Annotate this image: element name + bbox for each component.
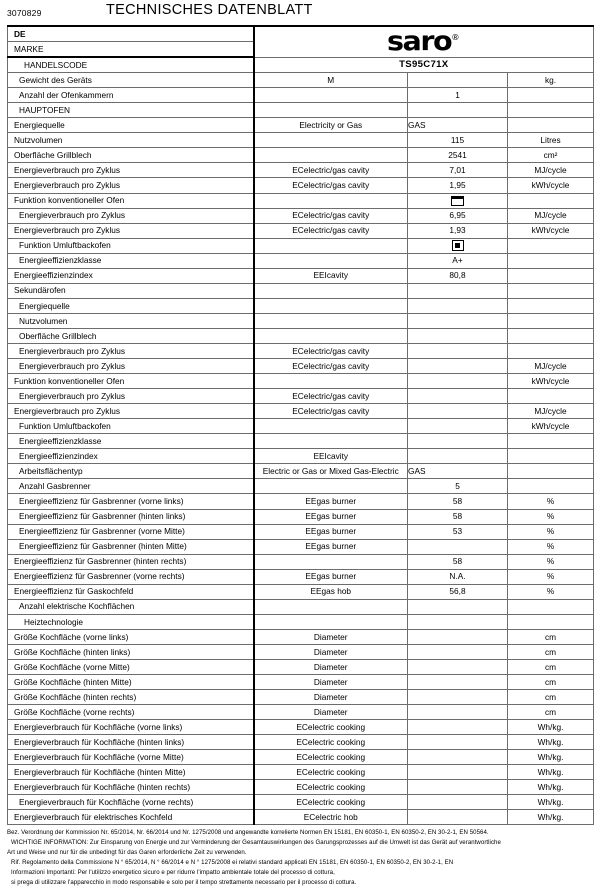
table-row (8, 359, 594, 374)
row-parameter: Electricity or Gas (299, 119, 363, 130)
row-parameter: ECelectric hob (303, 812, 358, 823)
document-header (0, 0, 600, 25)
table-row (8, 569, 594, 584)
table-row (8, 690, 594, 705)
row-unit: % (546, 526, 555, 537)
row-unit: Wh/kg. (537, 766, 564, 777)
row-unit: cm² (543, 150, 558, 161)
footer-line: si prega di utilizzare l'apparecchio in modo responsabile e solo per il tempo strettamente necessario per il processo di cottura. (11, 878, 357, 886)
table-row (8, 343, 594, 358)
table-row (8, 644, 594, 659)
row-unit: % (546, 511, 555, 522)
row-parameter: ECelectric cooking (296, 797, 366, 808)
table-row-model (8, 57, 594, 73)
table-row (8, 524, 594, 539)
row-value: 1 (455, 89, 460, 100)
table-row (8, 705, 594, 720)
table-row (8, 554, 594, 569)
row-unit: % (546, 556, 555, 567)
registered-mark-icon: ® (451, 33, 461, 43)
table-row (8, 223, 594, 238)
row-label: Energieverbrauch pro Zyklus (14, 405, 121, 416)
row-label: Größe Kochfläche (hinten links) (14, 646, 131, 657)
row-unit: Litres (540, 135, 561, 145)
table-row (8, 629, 594, 644)
row-label: Heiztechnologie (24, 616, 84, 627)
table-row (8, 118, 594, 133)
row-label: Energieeffizienz für Gasbrenner (vorne links) (19, 496, 184, 507)
row-label: Nutzvolumen (14, 135, 63, 145)
row-unit: cm (544, 646, 557, 657)
row-label: Energieeffizienzindex (19, 450, 98, 461)
table-row (8, 765, 594, 780)
row-unit: Wh/kg. (537, 721, 564, 732)
row-label: Energieverbrauch für Kochfläche (hinten links) (14, 736, 185, 747)
row-label: Funktion Umluftbackofen (19, 240, 111, 251)
row-label: Gewicht des Geräts (19, 74, 92, 85)
table-row (8, 178, 594, 193)
row-parameter: ECelectric/gas cavity (292, 405, 370, 416)
brand-name: saro (387, 26, 452, 58)
table-row (8, 614, 594, 629)
row-parameter: ECelectric cooking (296, 766, 366, 777)
footer-line: Art und Weise und nur für die unbedingt für das Garen erforderliche Zeit zu verwenden. (7, 849, 247, 857)
table-row (8, 328, 594, 343)
row-label: Energieverbrauch pro Zyklus (19, 360, 126, 371)
fan-oven-icon (452, 240, 464, 251)
row-unit: kWh/cycle (531, 420, 570, 431)
row-value: 58 (452, 556, 463, 567)
footer-line: Bez. Verordnung der Kommission Nr. 65/2014, Nr. 66/2014 und Nr. 1275/2008 und angewandte korrelierte Normen EN 15181, EN 60350-1, EN 60350-2, EN 30-2-1, EN 50564. (7, 829, 489, 837)
row-label: Anzahl elektrische Kochflächen (19, 601, 135, 612)
row-parameter: ECelectric/gas cavity (292, 165, 370, 176)
table-row (8, 73, 594, 88)
row-label: Energieverbrauch für Kochfläche (hinten Mitte) (14, 766, 186, 777)
row-parameter: Diameter (313, 661, 348, 672)
table-row (8, 419, 594, 434)
row-value: 7,01 (449, 165, 466, 176)
row-unit: % (546, 541, 555, 552)
row-parameter: ECelectric/gas cavity (292, 345, 370, 356)
language-code: DE (14, 28, 26, 39)
row-unit: % (546, 586, 555, 597)
row-unit: cm (544, 706, 557, 717)
row-label: Energieeffizienz für Gasbrenner (vorne rechts) (14, 571, 185, 582)
table-row (8, 268, 594, 283)
table-row (8, 88, 594, 103)
row-parameter: ECelectric/gas cavity (292, 390, 370, 401)
table-row (8, 283, 594, 298)
handelscode-label: HANDELSCODE (24, 59, 88, 70)
table-row (8, 253, 594, 268)
document-number: 3070829 (7, 8, 42, 18)
row-label: Größe Kochfläche (hinten Mitte) (14, 676, 132, 687)
row-label: Energieverbrauch pro Zyklus (19, 390, 126, 401)
row-parameter: ECelectric/gas cavity (292, 180, 370, 191)
table-row (8, 494, 594, 509)
row-label: Energieeffizienz für Gasbrenner (vorne Mitte) (19, 526, 185, 537)
row-parameter: EEgas hob (310, 586, 352, 597)
row-parameter: ECelectric cooking (296, 721, 366, 732)
table-body (8, 26, 594, 825)
row-parameter: EEIcavity (313, 450, 349, 461)
row-label: Energieeffizienzindex (14, 270, 93, 281)
row-label: Energieverbrauch pro Zyklus (19, 210, 126, 221)
row-label: Energieeffizienzklasse (19, 435, 102, 446)
row-value: 80,8 (449, 270, 466, 281)
row-unit: Wh/kg. (537, 736, 564, 747)
row-label: Sekundärofen (14, 285, 66, 296)
row-label: Energieverbrauch pro Zyklus (14, 180, 121, 191)
row-unit: cm (544, 661, 557, 672)
row-parameter: EEgas burner (305, 571, 357, 582)
row-unit: % (546, 496, 555, 507)
row-unit: kWh/cycle (531, 375, 570, 386)
table-row (8, 675, 594, 690)
row-label: Energieeffizienz für Gasbrenner (hinten rechts) (14, 556, 187, 567)
row-parameter: Diameter (313, 691, 348, 702)
table-row-language (8, 26, 594, 42)
table-row (8, 404, 594, 419)
table-row (8, 193, 594, 208)
table-row (8, 298, 594, 313)
row-label: Energieverbrauch für Kochfläche (vorne links) (14, 721, 183, 732)
table-row (8, 479, 594, 494)
table-row (8, 208, 594, 223)
row-label: Energieverbrauch für Kochfläche (vorne Mitte) (14, 751, 184, 762)
specification-table (7, 25, 594, 825)
table-row (8, 103, 594, 118)
footer-line: Rif. Regolamento della Commissione N ° 65/2014, N ° 66/2014 e N ° 1275/2008 ei relativi standard applicati EN 15181, EN 60350-1, EN 60350-2, EN 30-2-1, EN (11, 859, 454, 867)
row-parameter: ECelectric/gas cavity (292, 210, 370, 221)
row-unit: % (546, 571, 555, 582)
row-label: Energieverbrauch pro Zyklus (14, 225, 121, 236)
row-parameter: EEgas burner (305, 541, 357, 552)
table-row (8, 133, 594, 148)
row-parameter: Diameter (313, 706, 348, 717)
row-value: N.A. (449, 571, 466, 582)
row-value: GAS (408, 119, 426, 130)
row-label: Oberfläche Grillblech (14, 150, 92, 161)
row-parameter: EEgas burner (305, 496, 357, 507)
row-value: 5 (455, 481, 460, 492)
row-parameter: Diameter (313, 676, 348, 687)
row-value: 1,95 (449, 180, 466, 191)
row-label: Größe Kochfläche (vorne Mitte) (14, 661, 130, 672)
row-label: Anzahl Gasbrenner (19, 481, 91, 492)
row-parameter: ECelectric/gas cavity (292, 225, 370, 236)
table-row (8, 163, 594, 178)
model-code-cell (254, 57, 594, 73)
saro-logo (387, 26, 461, 58)
row-parameter: EEgas burner (305, 526, 357, 537)
row-unit: cm (544, 676, 557, 687)
table-row (8, 539, 594, 554)
row-label: Energieverbrauch für elektrisches Kochfeld (14, 812, 173, 823)
marke-label: MARKE (14, 43, 44, 54)
row-parameter: ECelectric cooking (296, 736, 366, 747)
row-value: 2541 (448, 150, 467, 161)
row-unit: kg. (544, 74, 557, 85)
table-row (8, 750, 594, 765)
row-label: Funktion konventioneller Ofen (14, 195, 125, 206)
row-unit: Wh/kg. (537, 751, 564, 762)
row-label: Energieverbrauch für Kochfläche (vorne rechts) (19, 797, 194, 808)
row-value: 56,8 (449, 586, 466, 597)
row-unit: MJ/cycle (534, 360, 567, 371)
row-label: Energiequelle (19, 300, 70, 311)
row-value: A+ (452, 255, 463, 266)
row-unit: cm (544, 691, 557, 702)
row-value: 1,93 (449, 225, 466, 236)
footer-line: Informazioni Importanti: Per l'utilizzo energetico sicuro e per ridurre l'impatto ambientale totale del processo di cottura, (11, 868, 335, 876)
table-row (8, 780, 594, 795)
row-parameter: Diameter (313, 631, 348, 642)
model-code: TS95C71X (399, 58, 449, 70)
row-unit: MJ/cycle (534, 405, 567, 416)
row-parameter: Electric or Gas or Mixed Gas-Electric (262, 466, 399, 477)
row-value: 115 (450, 135, 465, 145)
footer-line: WICHTIGE INFORMATION: Zur Einsparung von Energie und zur Verminderung der Gesamtauswirkungen des Garungsprozesses auf die Umwelt ist das Gerät auf verantwortliche (11, 839, 501, 847)
row-label: Größe Kochfläche (vorne links) (14, 631, 129, 642)
row-label: Größe Kochfläche (hinten rechts) (14, 691, 137, 702)
row-label: Energieeffizienzklasse (19, 255, 102, 266)
table-row (8, 238, 594, 253)
table-row (8, 795, 594, 810)
table-row (8, 720, 594, 735)
footer-notes (0, 828, 600, 887)
page-title: TECHNISCHES DATENBLATT (106, 2, 313, 18)
row-value: 53 (452, 526, 463, 537)
table-row (8, 374, 594, 389)
row-label: Energieverbrauch pro Zyklus (14, 165, 121, 176)
row-parameter: ECelectric cooking (296, 751, 366, 762)
row-parameter: ECelectric/gas cavity (292, 360, 370, 371)
row-parameter: Diameter (313, 646, 348, 657)
row-value: 58 (452, 496, 463, 507)
row-label: Größe Kochfläche (vorne rechts) (14, 706, 135, 717)
table-row (8, 148, 594, 163)
row-unit: kWh/cycle (531, 180, 570, 191)
table-row (8, 659, 594, 674)
row-value: 6,95 (449, 210, 466, 221)
table-row (8, 449, 594, 464)
row-label: Funktion konventioneller Ofen (14, 375, 125, 386)
row-unit: Wh/kg. (537, 782, 564, 793)
table-row (8, 313, 594, 328)
row-parameter: M (327, 74, 335, 85)
table-row (8, 434, 594, 449)
row-label: Arbeitsflächentyp (19, 466, 83, 477)
table-row (8, 464, 594, 479)
row-parameter: EEIcavity (313, 270, 349, 281)
table-row (8, 599, 594, 614)
table-row (8, 584, 594, 599)
row-value: GAS (408, 466, 426, 477)
row-label: Funktion Umluftbackofen (19, 420, 111, 431)
row-unit: MJ/cycle (534, 210, 567, 221)
row-parameter: ECelectric cooking (296, 782, 366, 793)
row-label: Energieeffizienz für Gaskochfeld (14, 586, 134, 597)
row-unit: kWh/cycle (531, 225, 570, 236)
row-label: Energieeffizienz für Gasbrenner (hinten links) (19, 511, 186, 522)
row-unit: MJ/cycle (534, 165, 567, 176)
row-unit: cm (544, 631, 557, 642)
row-label: Anzahl der Ofenkammern (19, 89, 114, 100)
row-unit: Wh/kg. (537, 812, 564, 823)
conventional-oven-icon (451, 196, 464, 206)
table-row (8, 735, 594, 750)
row-value: 58 (452, 511, 463, 522)
row-label: Energieverbrauch für Kochfläche (hinten rechts) (14, 782, 191, 793)
brand-logo-cell (254, 26, 594, 57)
row-parameter: EEgas burner (305, 511, 357, 522)
row-label: HAUPTOFEN (19, 104, 71, 115)
table-row (8, 509, 594, 524)
row-label: Energiequelle (14, 119, 65, 130)
row-unit: Wh/kg. (537, 797, 564, 808)
table-row (8, 389, 594, 404)
row-label: Energieeffizienz für Gasbrenner (hinten Mitte) (19, 541, 187, 552)
row-label: Nutzvolumen (19, 315, 68, 326)
row-label: Energieverbrauch pro Zyklus (19, 345, 126, 356)
table-row (8, 810, 594, 825)
row-label: Oberfläche Grillblech (19, 330, 97, 341)
